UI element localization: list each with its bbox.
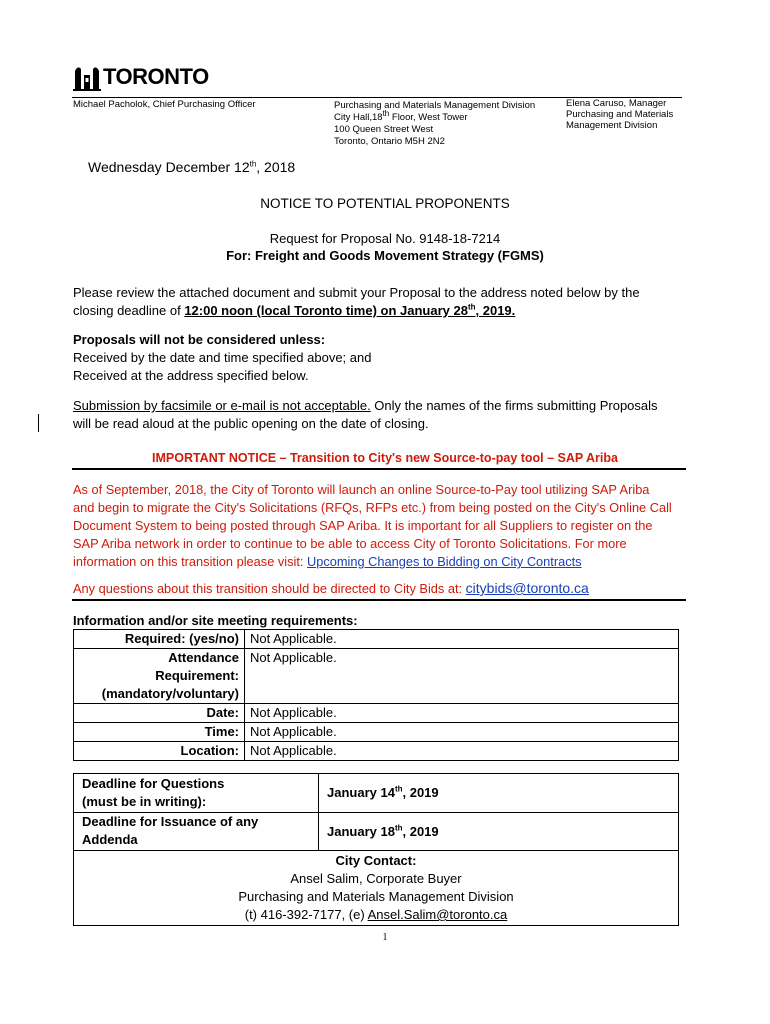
rfp-number: Request for Proposal No. 9148-18-7214	[269, 231, 501, 246]
questions-deadline: January 14th, 2019	[327, 784, 439, 800]
division-address: Purchasing and Materials Management Division City Hall,18th Floor, West Tower 100 Queen Street West Toronto, Ontario M5H 2N2	[334, 100, 536, 147]
upcoming-changes-link[interactable]: Upcoming Changes to Bidding on City Contracts	[307, 554, 582, 569]
table-row: Deadline for Issuance of any Addenda January 18th, 2019	[74, 813, 679, 851]
manager-block: Elena Caruso, Manager Purchasing and Materials Management Division	[566, 98, 674, 131]
table-row: Date: Not Applicable.	[74, 704, 679, 723]
contact-email-link[interactable]: Ansel.Salim@toronto.ca	[367, 907, 508, 922]
conditions-block: Proposals will not be considered unless: Received by the date and time specified above; and Received at the address specified below.	[73, 332, 372, 383]
deadlines-table	[73, 773, 679, 926]
important-rule-bottom	[72, 599, 686, 601]
citybids-email-link[interactable]: citybids@toronto.ca	[465, 580, 589, 596]
info-table	[73, 629, 679, 761]
important-rule-top	[72, 468, 686, 470]
table-row: Required: (yes/no) Not Applicable.	[74, 630, 679, 649]
toronto-logo	[73, 60, 209, 92]
city-hall-icon	[73, 61, 101, 91]
submission-paragraph: Submission by facsimile or e-mail is not acceptable. Only the names of the firms submitting Proposals will be read aloud at the public opening on the date of closing.	[73, 398, 658, 431]
table-row: Attendance Requirement: (mandatory/voluntary) Not Applicable.	[74, 649, 679, 704]
info-table-heading: Information and/or site meeting requirements:	[73, 613, 358, 628]
page-number: 1	[382, 932, 388, 943]
text-cursor	[38, 414, 39, 432]
table-row: Location: Not Applicable.	[74, 742, 679, 761]
important-notice-body: As of September, 2018, the City of Toronto will launch an online Source-to-Pay tool utilizing SAP Ariba and begin to migrate the City's Solicitations (RFQs, RFPs etc.) from being posted on the City's Online Call Document System to being posted through SAP Ariba. It is important for all Suppliers to register on the SAP Ariba network in order to continue to be able to access City of Toronto Solicitations. For more information on this transition please visit: Upcoming Changes to Bidding on City Contracts	[73, 482, 672, 569]
logo-wordmark: TORONTO	[103, 64, 209, 89]
questions-line: Any questions about this transition should be directed to City Bids at: citybids@toronto.ca	[73, 580, 589, 596]
important-notice-heading: IMPORTANT NOTICE – Transition to City's new Source-to-pay tool – SAP Ariba	[152, 451, 618, 465]
intro-paragraph: Please review the attached document and submit your Proposal to the address noted below by the closing deadline of 12:00 noon (local Toronto time) on January 28th, 2019.	[73, 285, 640, 318]
addenda-deadline: January 18th, 2019	[327, 823, 439, 839]
table-row: Deadline for Questions (must be in writing): January 14th, 2019	[74, 774, 679, 813]
table-row	[74, 851, 679, 926]
rfp-subject: For: Freight and Goods Movement Strategy (FGMS)	[226, 248, 544, 263]
closing-deadline: 12:00 noon (local Toronto time) on January 28th, 2019.	[184, 302, 516, 318]
notice-title: NOTICE TO POTENTIAL PROPONENTS	[260, 196, 510, 211]
table-row: Time: Not Applicable.	[74, 723, 679, 742]
chief-officer-name: Michael Pacholok, Chief Purchasing Officer	[73, 99, 256, 110]
letter-date: Wednesday December 12th, 2018	[88, 159, 296, 175]
city-contact-cell: City Contact: Ansel Salim, Corporate Buyer Purchasing and Materials Management Division (t) 416-392-7177, (e) Ansel.Salim@toronto.ca	[238, 853, 514, 922]
